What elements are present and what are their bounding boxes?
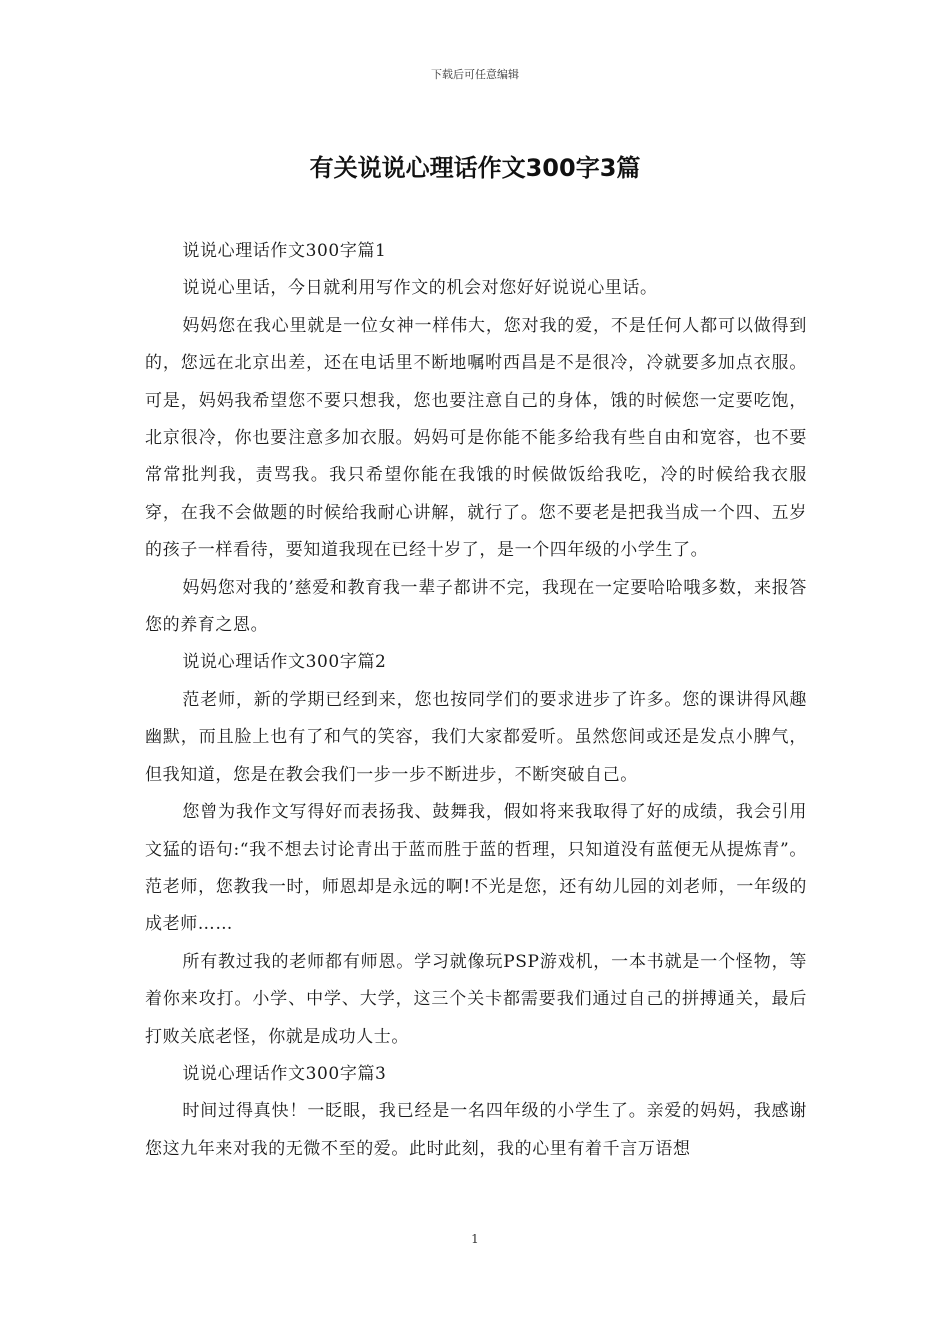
paragraph: 妈妈您对我的’慈爱和教育我一辈子都讲不完，我现在一定要哈哈哦多数，来报答您的养育之恩。 [145,577,807,636]
paragraph: 说说心里话，今日就利用写作文的机会对您好好说说心里话。 [182,278,658,299]
paragraph: 范老师，新的学期已经到来，您也按同学们的要求进步了许多。您的课讲得风趣幽默，而且脸上也有了和气的笑容，我们大家都爱听。虽然您间或还是发点小脾气，但我知道，您是在教会我们一步一步不断进步，不断突破自己。 [145,689,807,785]
document-body [145,233,807,1168]
section-heading-1: 说说心理话作文300字篇1 [182,241,387,261]
page-number: 1 [471,1232,479,1246]
paragraph: 时间过得真快！一眨眼，我已经是一名四年级的小学生了。亲爱的妈妈，我感谢您这九年来对我的无微不至的爱。此时此刻，我的心里有着千言万语想 [145,1101,807,1159]
document-title: 有关说说心理话作文300字3篇 [309,154,641,182]
paragraph: 所有教过我的老师都有师恩。学习就像玩PSP游戏机，一本书就是一个怪物，等着你来攻打。小学、中学、大学，这三个关卡都需要我们通过自己的拼搏通关，最后打败关底老怪，你就是成功人士。 [145,951,807,1047]
paragraph: 您曾为我作文写得好而表扬我、鼓舞我，假如将来我取得了好的成绩，我会引用文猛的语句:“我不想去讨论青出于蓝而胜于蓝的哲理，只知道没有蓝便无从提炼青”。范老师，您教我一时，师恩却是永远的啊!不光是您，还有幼儿园的刘老师，一年级的成老师…… [145,802,807,935]
paragraph: 妈妈您在我心里就是一位女神一样伟大，您对我的爱，不是任何人都可以做得到的，您远在北京出差，还在电话里不断地嘱咐西昌是不是很冷，冷就要多加点衣服。可是，妈妈我希望您不要只想我，您也要注意自己的身体，饿的时候您一定要吃饱，北京很冷，你也要注意多加衣服。妈妈可是你能不能多给我有些自由和宽容，也不要常常批判我，责骂我。我只希望你能在我饿的时候做饭给我吃，冷的时候给我衣服穿，在我不会做题的时候给我耐心讲解，就行了。您不要老是把我当成一个四、五岁的孩子一样看待，要知道我现在已经十岁了，是一个四年级的小学生了。 [145,315,807,561]
section-heading-2: 说说心理话作文300字篇2 [182,652,387,673]
section-heading-3: 说说心理话作文300字篇3 [182,1063,387,1084]
page-header-note: 下载后可任意编辑 [431,68,519,81]
